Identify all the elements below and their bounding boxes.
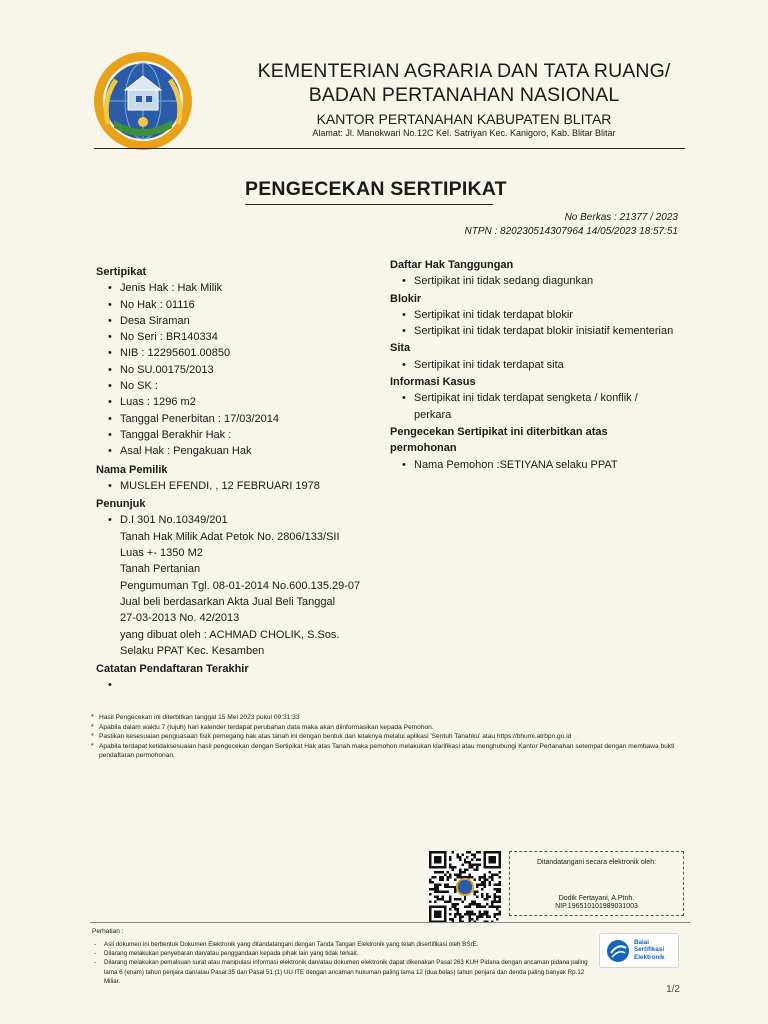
penunjuk-heading: Penunjuk — [96, 498, 146, 511]
kasus-list — [390, 390, 675, 423]
pemilik-list — [96, 478, 386, 494]
penunjuk-line: 27-03-2013 No. 42/2013 — [120, 612, 240, 625]
signer-name: Dodik Fertayani, A.Ptnh. — [558, 895, 635, 902]
list-item: - Dilarang melakukan penyebaran dan/atau penggandaan kepada pihak lain yang tidak terkait. — [92, 949, 597, 958]
blokir-heading: Blokir — [390, 292, 422, 305]
list-item: - Asli dokumen ini berbentuk Dokumen Elektronik yang ditandatangani dengan Tanda Tangan Elektronik yang telah disertifikasi oleh BSrE. — [92, 940, 597, 949]
office-address: Alamat: Jl. Manokwari No.12C Kel. Satriyan Kec. Kanigoro, Kab. Blitar Blitar — [312, 128, 616, 138]
page-number: 1/2 — [666, 984, 680, 995]
list-item: • MUSLEH EFENDI, , 12 FEBRUARI 1978 — [96, 478, 386, 494]
sertipikat-list — [96, 280, 386, 459]
list-item: • Sertipikat ini tidak sedang diagunkan — [390, 273, 675, 289]
bsre-line3: Elektronik — [634, 953, 665, 961]
right-column — [390, 257, 675, 473]
list-item: * Apabila terdapat ketidaksesuaian hasil pengecekan dengan Sertipikat Hak atas Tanah maka pemohon melakukan klarifikasi atau menghubungi Kantor Pertanahan setempat dengan membawa bukti pendaftaran permohonan. — [90, 742, 690, 761]
penunjuk-line: Selaku PPAT Kec. Kesamben — [120, 644, 265, 657]
bsre-logo-icon — [603, 935, 633, 968]
list-item: * Pastikan kesesuaian penguasaan fisik pemegang hak atas tanah ini dengan bentuk dan letaknya melalui aplikasi 'Sentuh Tanahku' atau https://bhumi.atrbpn.go.id — [90, 732, 690, 742]
permohonan-list — [390, 457, 675, 473]
list-item: • Desa Siraman — [96, 313, 386, 329]
bsre-line2: Sertifikasi — [634, 946, 665, 954]
list-item: • No SU.00175/2013 — [96, 362, 386, 378]
office-name: KANTOR PERTANAHAN KABUPATEN BLITAR — [316, 111, 612, 127]
signature-heading: Ditandatangani secara elektronik oleh: — [536, 859, 657, 866]
catatan-heading: Catatan Pendaftaran Terakhir — [96, 663, 249, 676]
penunjuk-line: Tanah Pertanian — [120, 563, 201, 576]
sertipikat-heading: Sertipikat — [96, 266, 147, 278]
qr-code-icon[interactable] — [429, 851, 501, 923]
list-item: • No SK : — [96, 378, 386, 394]
list-item: • Luas : 1296 m2 — [96, 394, 386, 410]
bsre-label — [634, 939, 664, 961]
list-item: • Tanggal Berakhir Hak : — [96, 427, 386, 443]
sita-list — [390, 357, 675, 373]
penunjuk-line: Pengumuman Tgl. 08-01-2014 No.600.135.29-07 — [120, 579, 361, 592]
penunjuk-item — [96, 512, 386, 659]
list-item: • Sertipikat ini tidak terdapat blokir inisiatif kementerian — [390, 323, 675, 339]
list-item: * Hasil Pengecekan ini diterbitkan tanggal 15 Mei 2023 pukul 09:31:33 — [90, 713, 690, 723]
penunjuk-line: yang dibuat oleh : ACHMAD CHOLIK, S.Sos. — [120, 628, 340, 641]
list-item: * Apabila dalam waktu 7 (tujuh) hari kalender terdapat perubahan data maka akan diinformasikan kepada Pemohon. — [90, 723, 690, 733]
bsre-badge — [599, 933, 679, 968]
ntpn: NTPN : 820230514307964 14/05/2023 18:57:51 — [464, 226, 678, 237]
ministry-title-line2: BADAN PERTANAHAN NASIONAL — [308, 84, 620, 106]
list-item: • Jenis Hak : Hak Milik — [96, 280, 386, 296]
list-item: - Dilarang melakukan pemalsuan surat atau manipulasi informasi elektronik dan/atau dokumen elektronik dapat dikenakan Pasal 263 KUH Pidana dengan ancaman pidana paling lama 6 (enam) tahun penjara dan/atau Pasal 35 dan Pasal 51 (1) UU ITE dengan ancaman hukuman paling lama 12 (dua belas) tahun penjara dan denda paling banyak Rp.12 Miliar. — [92, 958, 597, 986]
hak-tanggungan-list — [390, 273, 675, 289]
footer-label: Perhatian : — [92, 928, 124, 935]
penunjuk-line: • D.I 301 No.10349/201 — [120, 514, 228, 527]
footer-divider — [90, 922, 690, 923]
signer-nip: NIP.196510101989031003 — [555, 903, 638, 910]
left-column — [96, 262, 386, 694]
list-item — [96, 677, 386, 693]
header-divider — [94, 148, 685, 149]
kasus-heading: Informasi Kasus — [390, 376, 476, 389]
signature-box — [509, 851, 684, 916]
list-item: • Sertipikat ini tidak terdapat sita — [390, 357, 675, 373]
penunjuk-lines — [120, 512, 386, 659]
footer-list — [92, 940, 597, 986]
notes-list — [90, 713, 690, 761]
list-item: • No Hak : 01116 — [96, 297, 386, 313]
ministry-title-line1: KEMENTERIAN AGRARIA DAN TATA RUANG/ — [257, 60, 671, 82]
list-item: • Sertipikat ini tidak terdapat sengketa / konflik / perkara — [390, 390, 675, 423]
list-item: • Tanggal Penerbitan : 17/03/2014 — [96, 411, 386, 427]
list-item: • No Seri : BR140334 — [96, 329, 386, 345]
title-underline — [245, 204, 493, 205]
sita-heading: Sita — [390, 342, 411, 355]
permohonan-heading: Pengecekan Sertipikat ini diterbitkan atas permohonan — [390, 425, 608, 455]
no-berkas: No Berkas : 21377 / 2023 — [564, 212, 678, 223]
list-item: • NIB : 12295601.00850 — [96, 345, 386, 361]
bsre-line1: Balai — [634, 939, 650, 946]
hak-tanggungan-heading: Daftar Hak Tanggungan — [390, 259, 514, 271]
document-title: PENGECEKAN SERTIPIKAT — [245, 178, 507, 200]
blokir-list — [390, 307, 675, 340]
list-item: • Asal Hak : Pengakuan Hak — [96, 443, 386, 459]
list-item: • Nama Pemohon :SETIYANA selaku PPAT — [390, 457, 675, 473]
penunjuk-line: Tanah Hak Milik Adat Petok No. 2806/133/SII — [120, 530, 340, 543]
penunjuk-line: Luas +- 1350 M2 — [120, 547, 203, 560]
list-item: • Sertipikat ini tidak terdapat blokir — [390, 307, 675, 323]
penunjuk-line: Jual beli berdasarkan Akta Jual Beli Tanggal — [120, 595, 336, 608]
catatan-list — [96, 677, 386, 693]
penunjuk-list — [96, 512, 386, 659]
pemilik-heading: Nama Pemilik — [96, 463, 168, 476]
